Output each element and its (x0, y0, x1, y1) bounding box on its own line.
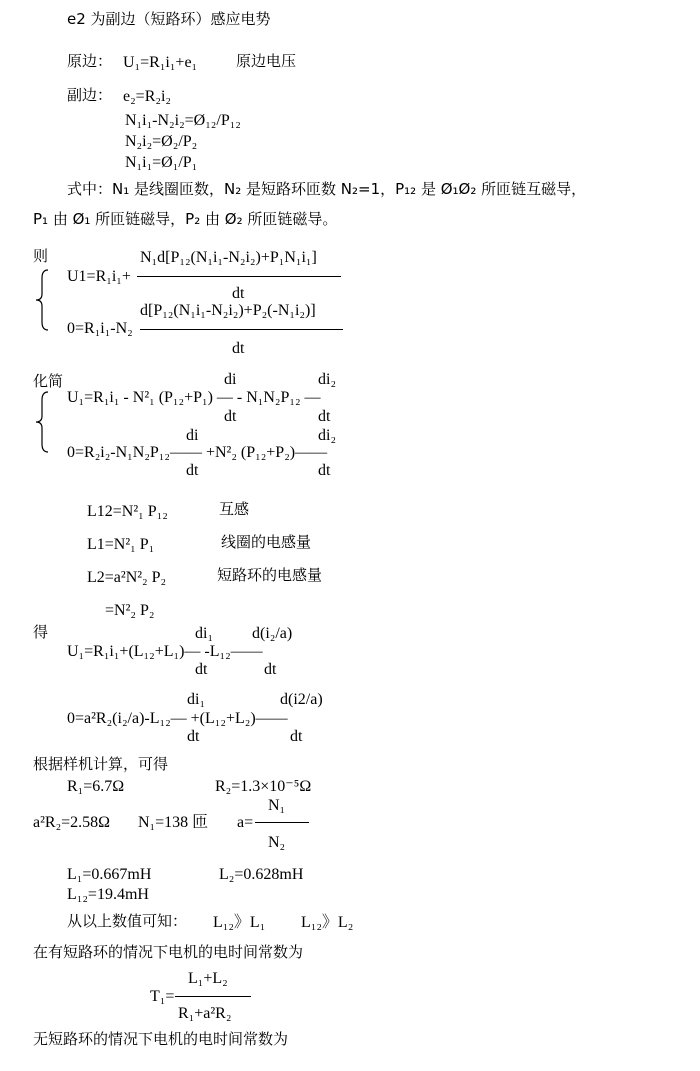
flux-eq-2: N₂i₂=Ø₂/P₂ (125, 133, 198, 150)
primary-note: 原边电压 (236, 52, 297, 70)
secondary-equation: e₂=R₂i₂ (123, 88, 171, 105)
l2-value: L₂=0.628mH (219, 866, 304, 883)
get-eq2: 0=a²R₂(i₂/a)-L₁₂— +(L₁₂+L₂)—— (67, 710, 288, 727)
tc-without-label: 无短路环的情况下电机的电时间常数为 (33, 1030, 289, 1048)
brace-icon (34, 390, 50, 454)
flux-eq-3: N₁i₁=Ø₁/P₁ (125, 154, 198, 171)
get-eq1-den-a: dt (195, 661, 208, 678)
brace-icon (34, 268, 50, 332)
r2-value: R₂=1.3×10⁻⁵Ω (215, 778, 312, 795)
get-eq1-num-b: d(i₂/a) (252, 625, 293, 642)
note-line-2: P₁ 由 Ø₁ 所匝链磁导，P₂ 由 Ø₂ 所匝链磁导。 (33, 210, 338, 228)
l2-note: 短路环的电感量 (217, 566, 323, 584)
l1-definition: L1=N²₁ P₁ (87, 536, 155, 553)
get-eq2-den-a: dt (187, 728, 200, 745)
calc-label: 根据样机计算，可得 (33, 755, 169, 773)
primary-equation: U₁=R₁i₁+e₁ (123, 54, 198, 71)
l12-note: 互感 (219, 500, 250, 518)
simplify-eq2: 0=R₂i₂-N₁N₂P₁₂—— +N²₂ (P₁₂+P₂)—— (67, 444, 328, 461)
get-eq1-num-a: di₁ (195, 625, 214, 642)
get-label: 得 (33, 623, 49, 641)
simplify-eq2-den-b: dt (318, 462, 331, 479)
t1-numerator: L₁+L₂ (188, 970, 228, 987)
simplify-eq1-num-a: di (224, 371, 237, 388)
l1-note: 线圈的电感量 (221, 533, 312, 551)
primary-label: 原边： (67, 52, 113, 70)
tc-with-label: 在有短路环的情况下电机的电时间常数为 (33, 943, 304, 961)
simplify-eq1: U₁=R₁i₁ - N²₁ (P₁₂+P₁) — - N₁N₂P₁₂ — (67, 389, 321, 406)
simplify-eq2-num-a: di (186, 427, 199, 444)
fraction-bar (140, 329, 343, 330)
simplify-eq1-den-b: dt (318, 408, 331, 425)
a-left: a= (237, 814, 254, 831)
conclusion-lead: 从以上数值可知： (67, 912, 188, 930)
conclusion-relation-1: L₁₂》L₁ (213, 914, 266, 931)
t1-left: T₁= (150, 988, 175, 1005)
a-denominator: N₂ (268, 834, 286, 851)
get-eq1-den-b: dt (264, 661, 277, 678)
flux-eq-1: N₁i₁-N₂i₂=Ø₁₂/P₁₂ (125, 112, 241, 129)
a-numerator: N₁ (268, 797, 286, 814)
then-eq1-numerator: N₁d[P₁₂(N₁i₁-N₂i₂)+P₁N₁i₁] (140, 249, 317, 266)
get-eq2-num-b: d(i2/a) (280, 691, 323, 708)
fraction-bar (175, 996, 251, 997)
a2r2-value: a²R₂=2.58Ω (33, 814, 111, 831)
then-eq2-numerator: d[P₁₂(N₁i₁-N₂i₂)+P₂(-N₁i₂)] (140, 302, 316, 319)
then-eq1-denominator: dt (232, 285, 245, 302)
simplify-eq2-den-a: dt (186, 462, 199, 479)
l1-value: L₁=0.667mH (67, 866, 152, 883)
simplify-eq2-num-b: di₂ (318, 427, 337, 444)
l12-value: L₁₂=19.4mH (67, 886, 149, 903)
simplify-eq1-num-b: di₂ (318, 371, 337, 388)
get-eq1: U₁=R₁i₁+(L₁₂+L₁)— -L₁₂—— (67, 643, 263, 660)
secondary-label: 副边： (67, 86, 113, 104)
heading: e2 为副边（短路环）感应电势 (67, 10, 271, 28)
then-eq1-left: U1=R₁i₁+ (67, 268, 131, 285)
t1-denominator: R₁+a²R₂ (178, 1005, 232, 1022)
conclusion-relation-2: L₁₂》L₂ (301, 914, 354, 931)
then-eq2-denominator: dt (232, 340, 245, 357)
simplify-eq1-den-a: dt (224, 408, 237, 425)
simplify-label: 化简 (33, 372, 64, 390)
get-eq2-den-b: dt (290, 728, 303, 745)
then-label: 则 (33, 247, 49, 265)
then-eq2-left: 0=R₁i₁-N₂ (67, 320, 133, 337)
fraction-bar (137, 276, 341, 277)
l2-definition-alt: =N²₂ P₂ (105, 602, 155, 619)
l12-definition: L12=N²₁ P₁₂ (87, 503, 168, 520)
l2-definition: L2=a²N²₂ P₂ (87, 569, 167, 586)
n1-value: N₁=138 匝 (138, 814, 209, 831)
note-line-1: 式中：N₁ 是线圈匝数，N₂ 是短路环匝数 N₂=1，P₁₂ 是 Ø₁Ø₂ 所匝链互磁导， (67, 180, 587, 198)
get-eq2-num-a: di₁ (187, 691, 206, 708)
fraction-bar (255, 822, 309, 823)
r1-value: R₁=6.7Ω (67, 778, 125, 795)
